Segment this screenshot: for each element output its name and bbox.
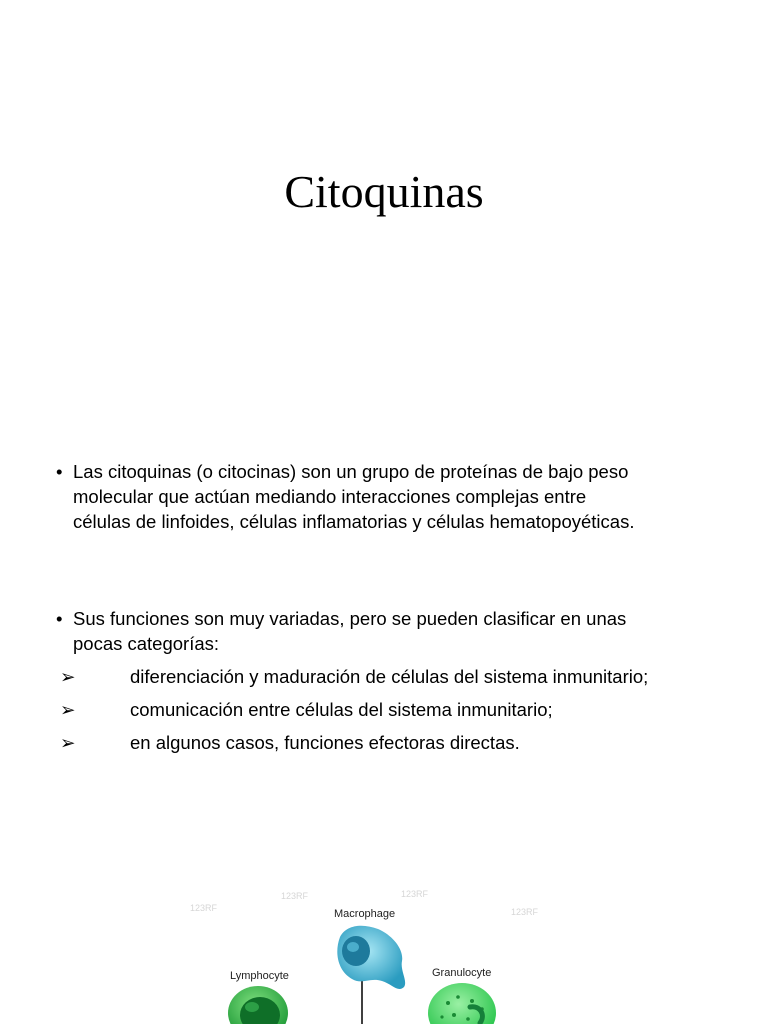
bullet-text [73, 606, 626, 656]
watermark: 123RF [401, 889, 429, 899]
sub-item [56, 730, 736, 755]
text-line: Las citoquinas (o citocinas) son un grupo de proteínas de bajo peso [73, 461, 629, 482]
cells-illustration [186, 885, 546, 1024]
sub-item-text: en algunos casos, funciones efectoras directas. [130, 732, 520, 753]
granulocyte-label: Granulocyte [432, 967, 492, 979]
macrophage-cell-icon [337, 926, 405, 989]
watermark: 123RF [190, 903, 218, 913]
text-line: pocas categorías: [73, 633, 220, 654]
immune-cells-figure [186, 885, 546, 1024]
arrow-bullet-icon: ➢ [60, 732, 76, 753]
watermark: 123RF [511, 907, 539, 917]
bullet-dot: • [56, 461, 63, 482]
sub-item-text: comunicación entre células del sistema inmunitario; [130, 699, 553, 720]
text-line: Sus funciones son muy variadas, pero se pueden clasificar en unas [73, 608, 627, 629]
sub-item-text: diferenciación y maduración de células del sistema inmunitario; [130, 666, 649, 687]
bullet-item [56, 606, 736, 656]
paragraph-definition [56, 459, 736, 534]
arrow-bullet-icon: ➢ [60, 699, 76, 720]
macrophage-label: Macrophage [334, 908, 396, 920]
paragraph-functions [56, 606, 736, 755]
sub-item [56, 664, 736, 689]
sub-item [56, 697, 736, 722]
bullet-text [73, 459, 634, 534]
granulocyte-cell-icon [428, 983, 496, 1024]
text-line: células de linfoides, células inflamatorias y células hematopoyéticas. [73, 511, 635, 532]
watermark: 123RF [281, 891, 309, 901]
bullet-dot: • [56, 608, 63, 629]
arrow-bullet-icon: ➢ [60, 666, 76, 687]
text-line: molecular que actúan mediando interacciones complejas entre [73, 486, 587, 507]
lymphocyte-cell-icon [228, 986, 288, 1024]
lymphocyte-label: Lymphocyte [230, 970, 289, 982]
slide-title: Citoquinas [284, 166, 484, 217]
bullet-item [56, 459, 736, 534]
